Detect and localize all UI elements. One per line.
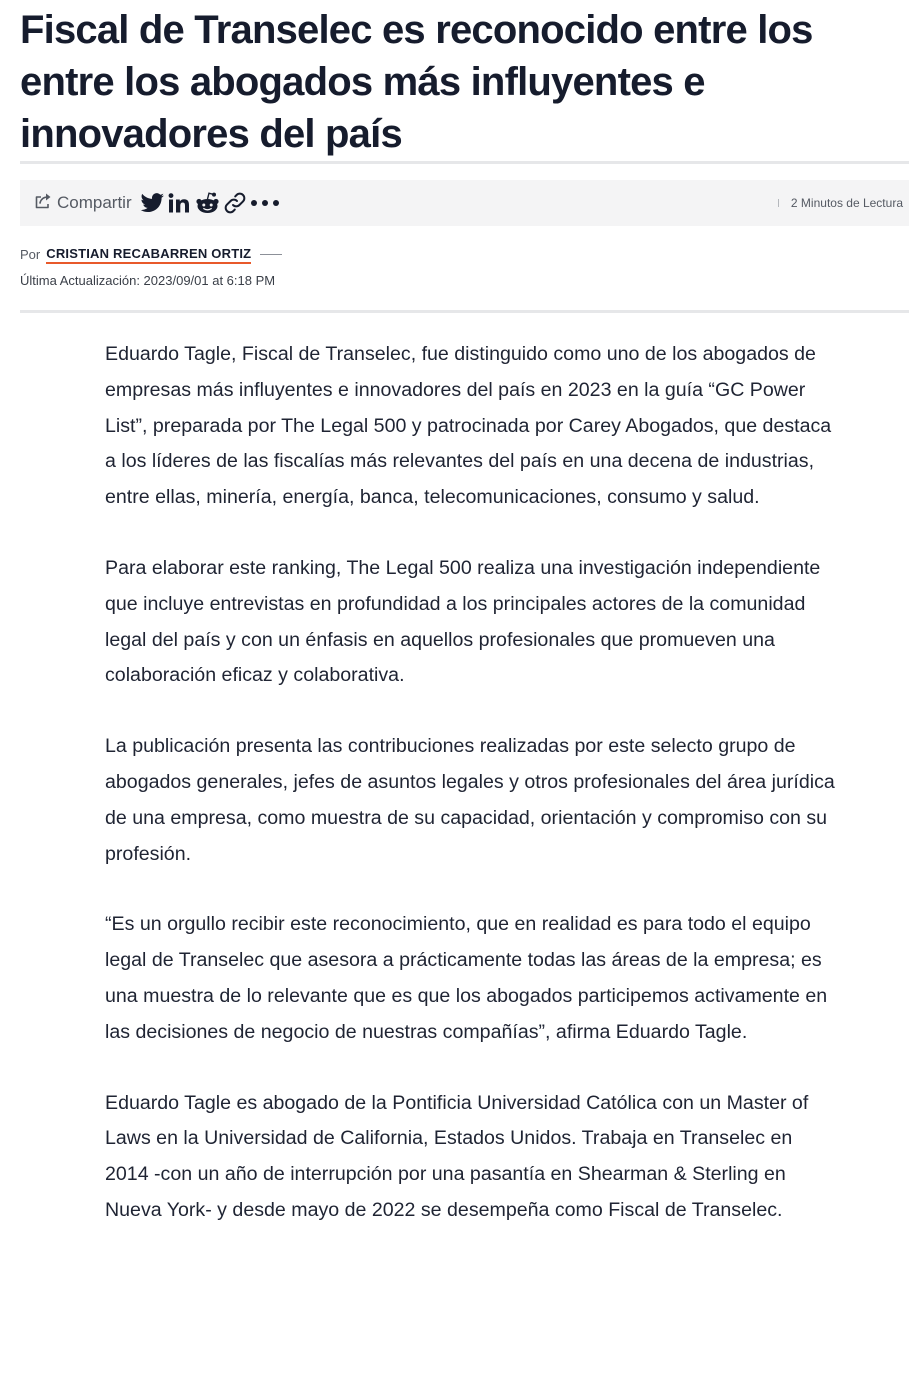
article-title: Fiscal de Transelec es reconocido entre los entre los abogados más influyentes e innovadores del país: [20, 8, 813, 156]
social-icons: [140, 190, 283, 216]
byline-prefix: Por: [20, 247, 41, 262]
linkedin-icon[interactable]: [168, 190, 192, 216]
share-icon: [34, 192, 57, 214]
paragraph: Para elaborar este ranking, The Legal 500 realiza una investigación independiente que incluye entrevistas en profundidad a los principales actores de la comunidad legal del país y con un énfasis en aquellos profesionales que promueven una colaboración eficaz y colaborativa.: [105, 556, 821, 687]
share-button[interactable]: [34, 192, 132, 214]
paragraph: La publicación presenta las contribuciones realizadas por este selecto grupo de abogados generales, jefes de asuntos legales y otros profesionales del área jurídica de una empresa, como muestra de su capacidad, orientación y compromiso con su profesión.: [105, 735, 835, 865]
twitter-icon[interactable]: [140, 190, 165, 216]
read-time-label: 2 Minutos de Lectura: [790, 196, 903, 210]
title-divider: [20, 161, 909, 164]
reddit-icon[interactable]: [195, 190, 220, 216]
header-divider: [20, 310, 909, 313]
article-body: [105, 337, 841, 1264]
share-bar: [20, 180, 909, 226]
share-label: Compartir: [57, 193, 132, 212]
read-time: [778, 180, 903, 226]
paragraph: “Es un orgullo recibir este reconocimiento, que en realidad es para todo el equipo legal de Transelec que asesora a prácticamente todas las áreas de la empresa; es una muestra de lo relevante que es que los abogados participemos activamente en las decisiones de negocio de nuestras compañías”, afirma Eduardo Tagle.: [105, 913, 828, 1043]
byline: [20, 245, 282, 264]
more-icon[interactable]: [250, 190, 280, 216]
read-time-divider: [778, 199, 779, 207]
link-icon[interactable]: [223, 190, 247, 216]
last-updated: Última Actualización: 2023/09/01 at 6:18 PM: [20, 273, 276, 288]
paragraph: Eduardo Tagle es abogado de la Pontificia Universidad Católica con un Master of Laws en la Universidad de California, Estados Unidos. Trabaja en Transelec en 2014 -con un año de interrupción por una pasantía en Shearman & Sterling en Nueva York- y desde mayo de 2022 se desempeña como Fiscal de Transelec.: [105, 1091, 809, 1221]
author-link[interactable]: CRISTIAN RECABARREN ORTIZ: [46, 245, 251, 264]
paragraph: Eduardo Tagle, Fiscal de Transelec, fue distinguido como uno de los abogados de empresas más influyentes e innovadores del país en 2023 en la guía “GC Power List”, preparada por The Legal 500 y patrocinada por Carey Abogados, que destaca a los líderes de las fiscalías más relevantes del país en una decena de industrias, entre ellas, minería, energía, banca, telecomunicaciones, consumo y salud.: [105, 343, 832, 509]
byline-dash: [260, 254, 282, 255]
